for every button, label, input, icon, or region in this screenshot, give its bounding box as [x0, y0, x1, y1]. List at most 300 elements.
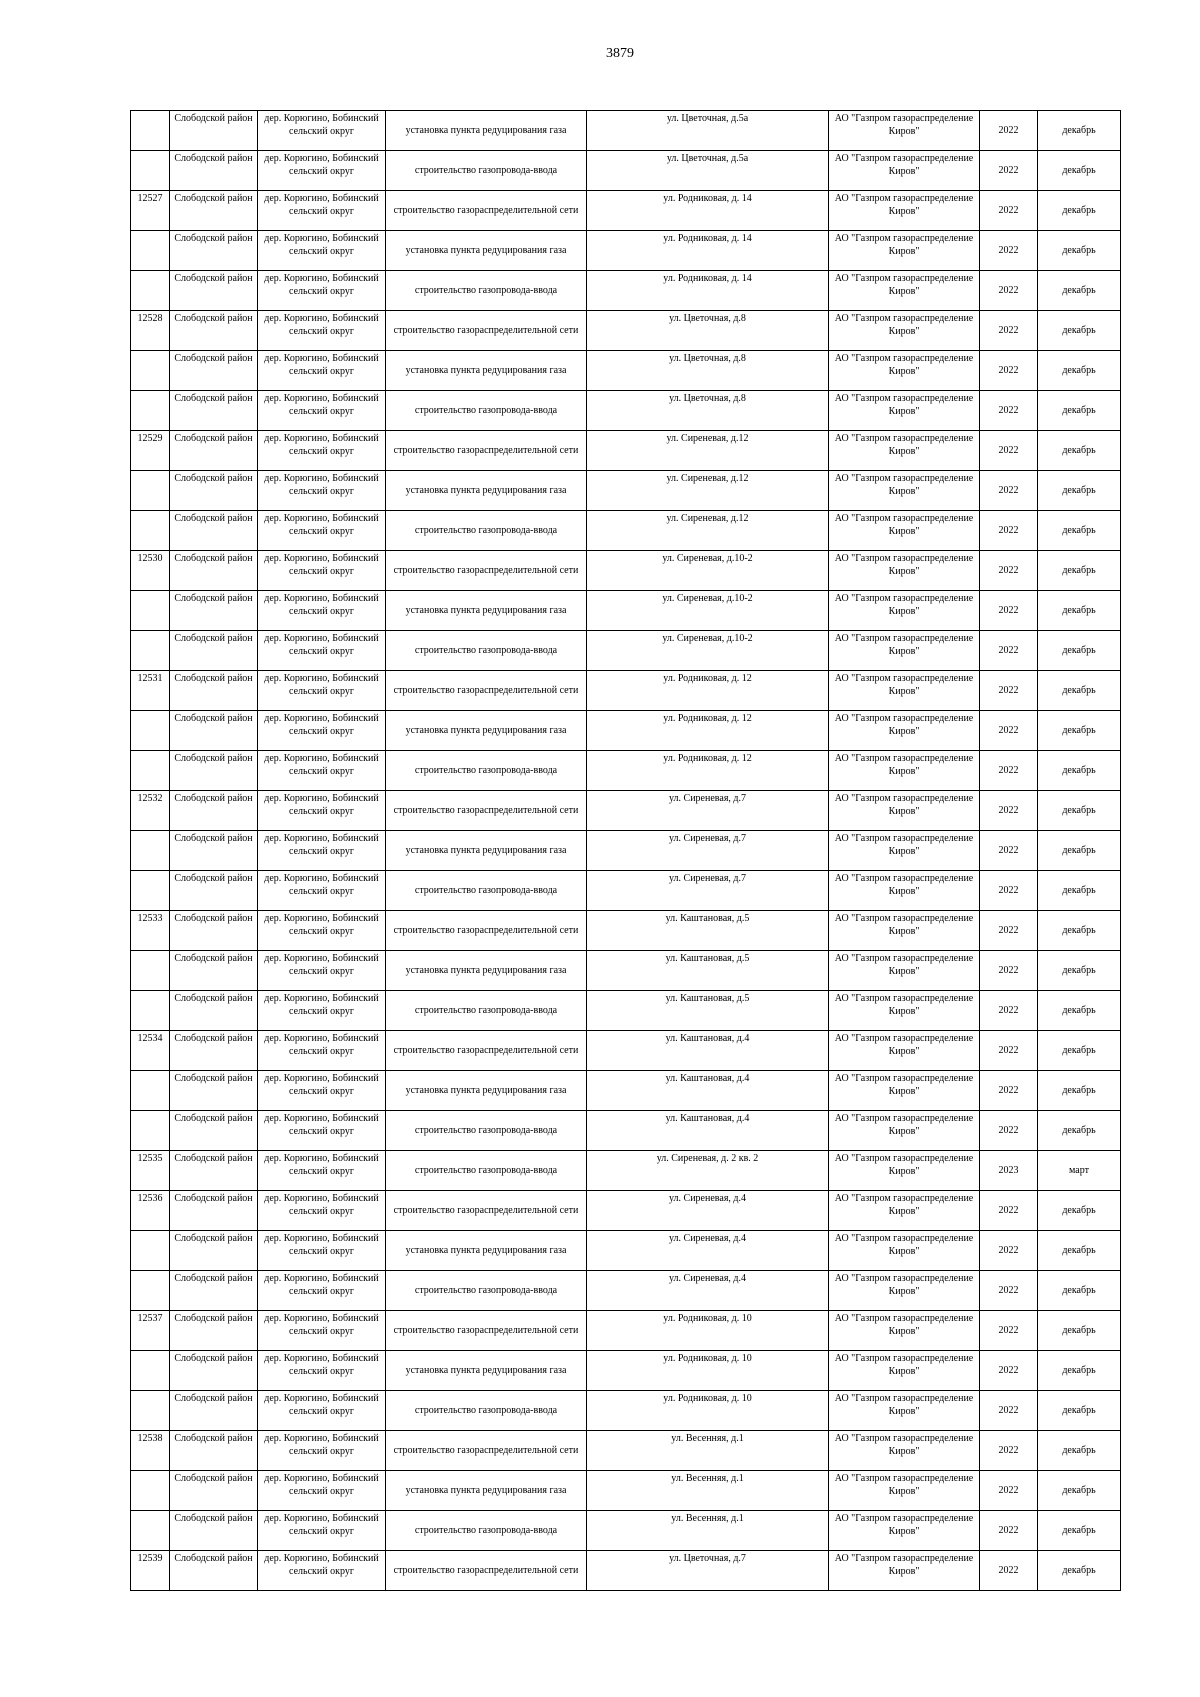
row-number: 12530: [131, 551, 170, 591]
table-row: [131, 1031, 1121, 1071]
address-cell: ул. Сиреневая, д.12: [587, 471, 829, 511]
district-cell: Слободской район: [170, 751, 258, 791]
table-row: [131, 791, 1121, 831]
address-cell: ул. Родниковая, д. 10: [587, 1391, 829, 1431]
work-type-cell: строительство газораспределительной сети: [386, 431, 587, 471]
table-row: [131, 1271, 1121, 1311]
district-cell: Слободской район: [170, 1391, 258, 1431]
year-cell: 2022: [980, 231, 1038, 271]
organization-cell: АО "Газпром газораспределение Киров": [829, 1511, 980, 1551]
month-cell: декабрь: [1038, 351, 1121, 391]
row-number: [131, 1111, 170, 1151]
table-row: [131, 271, 1121, 311]
month-cell: декабрь: [1038, 1311, 1121, 1351]
district-cell: Слободской район: [170, 551, 258, 591]
work-type-cell: установка пункта редуцирования газа: [386, 831, 587, 871]
table-row: [131, 831, 1121, 871]
table-row: [131, 1191, 1121, 1231]
year-cell: 2022: [980, 431, 1038, 471]
address-cell: ул. Родниковая, д. 14: [587, 231, 829, 271]
table-row: [131, 551, 1121, 591]
work-type-cell: строительство газопровода-ввода: [386, 151, 587, 191]
district-cell: Слободской район: [170, 791, 258, 831]
settlement-cell: дер. Корюгино, Бобинский сельский округ: [258, 631, 386, 671]
year-cell: 2022: [980, 951, 1038, 991]
district-cell: Слободской район: [170, 591, 258, 631]
row-number: 12529: [131, 431, 170, 471]
month-cell: декабрь: [1038, 551, 1121, 591]
district-cell: Слободской район: [170, 351, 258, 391]
work-type-cell: установка пункта редуцирования газа: [386, 231, 587, 271]
table-row: [131, 591, 1121, 631]
organization-cell: АО "Газпром газораспределение Киров": [829, 871, 980, 911]
district-cell: Слободской район: [170, 1431, 258, 1471]
district-cell: Слободской район: [170, 1271, 258, 1311]
district-cell: Слободской район: [170, 1511, 258, 1551]
district-cell: Слободской район: [170, 1311, 258, 1351]
table-row: [131, 951, 1121, 991]
year-cell: 2022: [980, 831, 1038, 871]
month-cell: декабрь: [1038, 311, 1121, 351]
table-body: [131, 111, 1121, 1591]
row-number: 12527: [131, 191, 170, 231]
district-cell: Слободской район: [170, 951, 258, 991]
month-cell: декабрь: [1038, 471, 1121, 511]
work-type-cell: строительство газопровода-ввода: [386, 1271, 587, 1311]
organization-cell: АО "Газпром газораспределение Киров": [829, 671, 980, 711]
year-cell: 2022: [980, 711, 1038, 751]
month-cell: декабрь: [1038, 951, 1121, 991]
settlement-cell: дер. Корюгино, Бобинский сельский округ: [258, 1151, 386, 1191]
gasification-table: [130, 110, 1121, 1591]
row-number: [131, 511, 170, 551]
settlement-cell: дер. Корюгино, Бобинский сельский округ: [258, 151, 386, 191]
month-cell: декабрь: [1038, 151, 1121, 191]
work-type-cell: строительство газопровода-ввода: [386, 751, 587, 791]
settlement-cell: дер. Корюгино, Бобинский сельский округ: [258, 1191, 386, 1231]
table-row: [131, 991, 1121, 1031]
address-cell: ул. Родниковая, д. 10: [587, 1351, 829, 1391]
work-type-cell: строительство газопровода-ввода: [386, 391, 587, 431]
address-cell: ул. Каштановая, д.5: [587, 991, 829, 1031]
table-row: [131, 151, 1121, 191]
work-type-cell: установка пункта редуцирования газа: [386, 1071, 587, 1111]
row-number: 12537: [131, 1311, 170, 1351]
district-cell: Слободской район: [170, 911, 258, 951]
organization-cell: АО "Газпром газораспределение Киров": [829, 1271, 980, 1311]
row-number: [131, 351, 170, 391]
settlement-cell: дер. Корюгино, Бобинский сельский округ: [258, 1511, 386, 1551]
table-row: [131, 671, 1121, 711]
year-cell: 2022: [980, 751, 1038, 791]
organization-cell: АО "Газпром газораспределение Киров": [829, 111, 980, 151]
organization-cell: АО "Газпром газораспределение Киров": [829, 151, 980, 191]
month-cell: декабрь: [1038, 1551, 1121, 1591]
organization-cell: АО "Газпром газораспределение Киров": [829, 711, 980, 751]
month-cell: декабрь: [1038, 831, 1121, 871]
organization-cell: АО "Газпром газораспределение Киров": [829, 1311, 980, 1351]
work-type-cell: установка пункта редуцирования газа: [386, 1471, 587, 1511]
table-row: [131, 1311, 1121, 1351]
year-cell: 2022: [980, 1111, 1038, 1151]
organization-cell: АО "Газпром газораспределение Киров": [829, 1071, 980, 1111]
district-cell: Слободской район: [170, 151, 258, 191]
row-number: [131, 831, 170, 871]
month-cell: декабрь: [1038, 271, 1121, 311]
address-cell: ул. Весенняя, д.1: [587, 1431, 829, 1471]
district-cell: Слободской район: [170, 1471, 258, 1511]
work-type-cell: строительство газопровода-ввода: [386, 271, 587, 311]
settlement-cell: дер. Корюгино, Бобинский сельский округ: [258, 951, 386, 991]
month-cell: декабрь: [1038, 1191, 1121, 1231]
year-cell: 2022: [980, 791, 1038, 831]
row-number: [131, 1471, 170, 1511]
address-cell: ул. Сиреневая, д.10-2: [587, 631, 829, 671]
work-type-cell: строительство газораспределительной сети: [386, 191, 587, 231]
settlement-cell: дер. Корюгино, Бобинский сельский округ: [258, 1391, 386, 1431]
work-type-cell: установка пункта редуцирования газа: [386, 111, 587, 151]
address-cell: ул. Сиреневая, д.4: [587, 1231, 829, 1271]
address-cell: ул. Цветочная, д.8: [587, 311, 829, 351]
year-cell: 2022: [980, 511, 1038, 551]
row-number: [131, 391, 170, 431]
month-cell: декабрь: [1038, 591, 1121, 631]
organization-cell: АО "Газпром газораспределение Киров": [829, 511, 980, 551]
row-number: 12531: [131, 671, 170, 711]
work-type-cell: строительство газораспределительной сети: [386, 311, 587, 351]
settlement-cell: дер. Корюгино, Бобинский сельский округ: [258, 831, 386, 871]
table-row: [131, 1431, 1121, 1471]
address-cell: ул. Каштановая, д.4: [587, 1031, 829, 1071]
work-type-cell: строительство газопровода-ввода: [386, 991, 587, 1031]
district-cell: Слободской район: [170, 391, 258, 431]
year-cell: 2022: [980, 151, 1038, 191]
row-number: 12535: [131, 1151, 170, 1191]
row-number: [131, 471, 170, 511]
month-cell: декабрь: [1038, 1231, 1121, 1271]
address-cell: ул. Каштановая, д.5: [587, 951, 829, 991]
row-number: [131, 231, 170, 271]
settlement-cell: дер. Корюгино, Бобинский сельский округ: [258, 391, 386, 431]
row-number: [131, 271, 170, 311]
organization-cell: АО "Газпром газораспределение Киров": [829, 911, 980, 951]
year-cell: 2022: [980, 591, 1038, 631]
year-cell: 2022: [980, 1351, 1038, 1391]
organization-cell: АО "Газпром газораспределение Киров": [829, 231, 980, 271]
settlement-cell: дер. Корюгино, Бобинский сельский округ: [258, 311, 386, 351]
year-cell: 2022: [980, 311, 1038, 351]
work-type-cell: установка пункта редуцирования газа: [386, 711, 587, 751]
work-type-cell: строительство газопровода-ввода: [386, 631, 587, 671]
organization-cell: АО "Газпром газораспределение Киров": [829, 351, 980, 391]
district-cell: Слободской район: [170, 1231, 258, 1271]
district-cell: Слободской район: [170, 1071, 258, 1111]
work-type-cell: строительство газопровода-ввода: [386, 1511, 587, 1551]
address-cell: ул. Цветочная, д.7: [587, 1551, 829, 1591]
table-row: [131, 711, 1121, 751]
work-type-cell: строительство газопровода-ввода: [386, 1111, 587, 1151]
district-cell: Слободской район: [170, 1031, 258, 1071]
table-row: [131, 191, 1121, 231]
settlement-cell: дер. Корюгино, Бобинский сельский округ: [258, 1551, 386, 1591]
address-cell: ул. Сиреневая, д.12: [587, 511, 829, 551]
month-cell: декабрь: [1038, 191, 1121, 231]
settlement-cell: дер. Корюгино, Бобинский сельский округ: [258, 1071, 386, 1111]
month-cell: декабрь: [1038, 1071, 1121, 1111]
settlement-cell: дер. Корюгино, Бобинский сельский округ: [258, 351, 386, 391]
table-row: [131, 1551, 1121, 1591]
year-cell: 2022: [980, 111, 1038, 151]
settlement-cell: дер. Корюгино, Бобинский сельский округ: [258, 1111, 386, 1151]
district-cell: Слободской район: [170, 1111, 258, 1151]
settlement-cell: дер. Корюгино, Бобинский сельский округ: [258, 231, 386, 271]
settlement-cell: дер. Корюгино, Бобинский сельский округ: [258, 191, 386, 231]
organization-cell: АО "Газпром газораспределение Киров": [829, 1391, 980, 1431]
organization-cell: АО "Газпром газораспределение Киров": [829, 831, 980, 871]
settlement-cell: дер. Корюгино, Бобинский сельский округ: [258, 1351, 386, 1391]
organization-cell: АО "Газпром газораспределение Киров": [829, 631, 980, 671]
year-cell: 2022: [980, 191, 1038, 231]
district-cell: Слободской район: [170, 471, 258, 511]
work-type-cell: строительство газопровода-ввода: [386, 1151, 587, 1191]
settlement-cell: дер. Корюгино, Бобинский сельский округ: [258, 791, 386, 831]
address-cell: ул. Сиреневая, д. 2 кв. 2: [587, 1151, 829, 1191]
address-cell: ул. Цветочная, д.8: [587, 391, 829, 431]
row-number: [131, 1511, 170, 1551]
year-cell: 2022: [980, 1471, 1038, 1511]
organization-cell: АО "Газпром газораспределение Киров": [829, 1231, 980, 1271]
work-type-cell: строительство газораспределительной сети: [386, 1551, 587, 1591]
district-cell: Слободской район: [170, 991, 258, 1031]
table-row: [131, 1391, 1121, 1431]
organization-cell: АО "Газпром газораспределение Киров": [829, 1471, 980, 1511]
organization-cell: АО "Газпром газораспределение Киров": [829, 751, 980, 791]
month-cell: декабрь: [1038, 1271, 1121, 1311]
settlement-cell: дер. Корюгино, Бобинский сельский округ: [258, 551, 386, 591]
organization-cell: АО "Газпром газораспределение Киров": [829, 1151, 980, 1191]
year-cell: 2022: [980, 1431, 1038, 1471]
settlement-cell: дер. Корюгино, Бобинский сельский округ: [258, 1271, 386, 1311]
settlement-cell: дер. Корюгино, Бобинский сельский округ: [258, 1471, 386, 1511]
year-cell: 2022: [980, 391, 1038, 431]
table-row: [131, 311, 1121, 351]
work-type-cell: строительство газораспределительной сети: [386, 911, 587, 951]
month-cell: декабрь: [1038, 231, 1121, 271]
row-number: 12536: [131, 1191, 170, 1231]
month-cell: декабрь: [1038, 631, 1121, 671]
month-cell: декабрь: [1038, 751, 1121, 791]
table-row: [131, 1351, 1121, 1391]
address-cell: ул. Родниковая, д. 14: [587, 191, 829, 231]
row-number: [131, 111, 170, 151]
work-type-cell: строительство газораспределительной сети: [386, 551, 587, 591]
organization-cell: АО "Газпром газораспределение Киров": [829, 471, 980, 511]
address-cell: ул. Сиреневая, д.10-2: [587, 591, 829, 631]
row-number: 12538: [131, 1431, 170, 1471]
year-cell: 2022: [980, 1031, 1038, 1071]
district-cell: Слободской район: [170, 191, 258, 231]
address-cell: ул. Сиреневая, д.7: [587, 871, 829, 911]
work-type-cell: строительство газораспределительной сети: [386, 1191, 587, 1231]
address-cell: ул. Цветочная, д.5а: [587, 151, 829, 191]
row-number: [131, 951, 170, 991]
row-number: [131, 1351, 170, 1391]
month-cell: декабрь: [1038, 911, 1121, 951]
year-cell: 2022: [980, 1071, 1038, 1111]
work-type-cell: строительство газопровода-ввода: [386, 871, 587, 911]
address-cell: ул. Цветочная, д.8: [587, 351, 829, 391]
settlement-cell: дер. Корюгино, Бобинский сельский округ: [258, 911, 386, 951]
row-number: 12532: [131, 791, 170, 831]
district-cell: Слободской район: [170, 271, 258, 311]
district-cell: Слободской район: [170, 511, 258, 551]
table-row: [131, 1231, 1121, 1271]
address-cell: ул. Родниковая, д. 10: [587, 1311, 829, 1351]
row-number: [131, 751, 170, 791]
month-cell: декабрь: [1038, 791, 1121, 831]
month-cell: декабрь: [1038, 431, 1121, 471]
settlement-cell: дер. Корюгино, Бобинский сельский округ: [258, 751, 386, 791]
address-cell: ул. Сиреневая, д.4: [587, 1191, 829, 1231]
month-cell: март: [1038, 1151, 1121, 1191]
organization-cell: АО "Газпром газораспределение Киров": [829, 1551, 980, 1591]
row-number: 12533: [131, 911, 170, 951]
address-cell: ул. Каштановая, д.5: [587, 911, 829, 951]
organization-cell: АО "Газпром газораспределение Киров": [829, 271, 980, 311]
row-number: [131, 1391, 170, 1431]
year-cell: 2022: [980, 991, 1038, 1031]
settlement-cell: дер. Корюгино, Бобинский сельский округ: [258, 1311, 386, 1351]
row-number: [131, 991, 170, 1031]
address-cell: ул. Каштановая, д.4: [587, 1071, 829, 1111]
row-number: [131, 711, 170, 751]
table-row: [131, 911, 1121, 951]
organization-cell: АО "Газпром газораспределение Киров": [829, 1111, 980, 1151]
row-number: [131, 591, 170, 631]
month-cell: декабрь: [1038, 391, 1121, 431]
district-cell: Слободской район: [170, 231, 258, 271]
address-cell: ул. Каштановая, д.4: [587, 1111, 829, 1151]
address-cell: ул. Весенняя, д.1: [587, 1511, 829, 1551]
work-type-cell: строительство газопровода-ввода: [386, 1391, 587, 1431]
organization-cell: АО "Газпром газораспределение Киров": [829, 1351, 980, 1391]
address-cell: ул. Весенняя, д.1: [587, 1471, 829, 1511]
year-cell: 2022: [980, 471, 1038, 511]
settlement-cell: дер. Корюгино, Бобинский сельский округ: [258, 991, 386, 1031]
district-cell: Слободской район: [170, 431, 258, 471]
row-number: [131, 871, 170, 911]
year-cell: 2022: [980, 1551, 1038, 1591]
month-cell: декабрь: [1038, 1031, 1121, 1071]
month-cell: декабрь: [1038, 1431, 1121, 1471]
table-row: [131, 1111, 1121, 1151]
table-row: [131, 351, 1121, 391]
work-type-cell: установка пункта редуцирования газа: [386, 1351, 587, 1391]
row-number: [131, 1231, 170, 1271]
row-number: [131, 631, 170, 671]
address-cell: ул. Сиреневая, д.7: [587, 791, 829, 831]
address-cell: ул. Родниковая, д. 12: [587, 711, 829, 751]
year-cell: 2022: [980, 351, 1038, 391]
year-cell: 2022: [980, 551, 1038, 591]
row-number: 12539: [131, 1551, 170, 1591]
year-cell: 2022: [980, 1311, 1038, 1351]
organization-cell: АО "Газпром газораспределение Киров": [829, 431, 980, 471]
month-cell: декабрь: [1038, 1111, 1121, 1151]
row-number: 12528: [131, 311, 170, 351]
year-cell: 2022: [980, 1271, 1038, 1311]
year-cell: 2022: [980, 1191, 1038, 1231]
year-cell: 2022: [980, 631, 1038, 671]
work-type-cell: строительство газораспределительной сети: [386, 671, 587, 711]
work-type-cell: строительство газораспределительной сети: [386, 1031, 587, 1071]
year-cell: 2022: [980, 1391, 1038, 1431]
address-cell: ул. Сиреневая, д.10-2: [587, 551, 829, 591]
district-cell: Слободской район: [170, 711, 258, 751]
year-cell: 2022: [980, 911, 1038, 951]
organization-cell: АО "Газпром газораспределение Киров": [829, 591, 980, 631]
table-row: [131, 511, 1121, 551]
month-cell: декабрь: [1038, 671, 1121, 711]
organization-cell: АО "Газпром газораспределение Киров": [829, 951, 980, 991]
month-cell: декабрь: [1038, 711, 1121, 751]
year-cell: 2022: [980, 1511, 1038, 1551]
district-cell: Слободской район: [170, 311, 258, 351]
address-cell: ул. Сиреневая, д.12: [587, 431, 829, 471]
address-cell: ул. Родниковая, д. 12: [587, 671, 829, 711]
table-row: [131, 391, 1121, 431]
settlement-cell: дер. Корюгино, Бобинский сельский округ: [258, 711, 386, 751]
organization-cell: АО "Газпром газораспределение Киров": [829, 1031, 980, 1071]
district-cell: Слободской район: [170, 1351, 258, 1391]
settlement-cell: дер. Корюгино, Бобинский сельский округ: [258, 511, 386, 551]
organization-cell: АО "Газпром газораспределение Киров": [829, 991, 980, 1031]
table-row: [131, 1511, 1121, 1551]
table-row: [131, 1151, 1121, 1191]
month-cell: декабрь: [1038, 871, 1121, 911]
year-cell: 2022: [980, 1231, 1038, 1271]
month-cell: декабрь: [1038, 1391, 1121, 1431]
settlement-cell: дер. Корюгино, Бобинский сельский округ: [258, 431, 386, 471]
district-cell: Слободской район: [170, 1151, 258, 1191]
month-cell: декабрь: [1038, 1351, 1121, 1391]
organization-cell: АО "Газпром газораспределение Киров": [829, 311, 980, 351]
month-cell: декабрь: [1038, 111, 1121, 151]
row-number: [131, 1271, 170, 1311]
work-type-cell: установка пункта редуцирования газа: [386, 951, 587, 991]
organization-cell: АО "Газпром газораспределение Киров": [829, 1431, 980, 1471]
row-number: 12534: [131, 1031, 170, 1071]
organization-cell: АО "Газпром газораспределение Киров": [829, 391, 980, 431]
year-cell: 2022: [980, 671, 1038, 711]
table-row: [131, 471, 1121, 511]
page-number: 3879: [606, 46, 634, 61]
table-row: [131, 751, 1121, 791]
organization-cell: АО "Газпром газораспределение Киров": [829, 191, 980, 231]
year-cell: 2022: [980, 271, 1038, 311]
address-cell: ул. Родниковая, д. 14: [587, 271, 829, 311]
work-type-cell: строительство газораспределительной сети: [386, 1431, 587, 1471]
year-cell: 2022: [980, 871, 1038, 911]
table-row: [131, 431, 1121, 471]
work-type-cell: установка пункта редуцирования газа: [386, 1231, 587, 1271]
organization-cell: АО "Газпром газораспределение Киров": [829, 1191, 980, 1231]
district-cell: Слободской район: [170, 111, 258, 151]
table-row: [131, 1071, 1121, 1111]
work-type-cell: строительство газораспределительной сети: [386, 1311, 587, 1351]
settlement-cell: дер. Корюгино, Бобинский сельский округ: [258, 871, 386, 911]
settlement-cell: дер. Корюгино, Бобинский сельский округ: [258, 591, 386, 631]
